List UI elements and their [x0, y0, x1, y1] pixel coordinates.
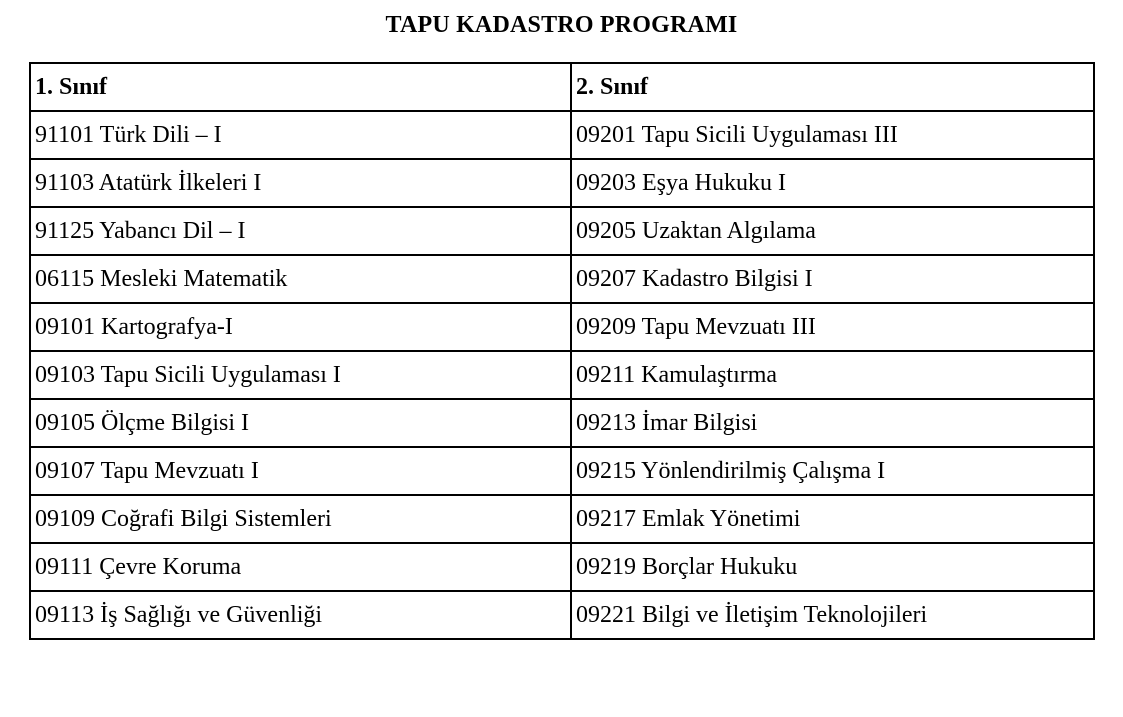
course-cell-first-year: 09103 Tapu Sicili Uygulaması I: [30, 351, 571, 399]
table-row: [30, 495, 1094, 543]
course-cell-first-year: 91101 Türk Dili – I: [30, 111, 571, 159]
course-cell-second-year: 09215 Yönlendirilmiş Çalışma I: [571, 447, 1094, 495]
course-cell-second-year: 09211 Kamulaştırma: [571, 351, 1094, 399]
table-header-row: [30, 63, 1094, 111]
table-row: [30, 351, 1094, 399]
course-cell-first-year: 91125 Yabancı Dil – I: [30, 207, 571, 255]
course-cell-first-year: 06115 Mesleki Matematik: [30, 255, 571, 303]
table-row: [30, 447, 1094, 495]
course-cell-second-year: 09213 İmar Bilgisi: [571, 399, 1094, 447]
course-cell-first-year: 09109 Coğrafi Bilgi Sistemleri: [30, 495, 571, 543]
course-cell-first-year: 09105 Ölçme Bilgisi I: [30, 399, 571, 447]
course-table: [29, 62, 1095, 640]
course-cell-first-year: 09101 Kartografya-I: [30, 303, 571, 351]
table-row: [30, 303, 1094, 351]
table-row: [30, 111, 1094, 159]
table-row: [30, 543, 1094, 591]
table-row: [30, 591, 1094, 639]
course-cell-second-year: 09207 Kadastro Bilgisi I: [571, 255, 1094, 303]
column-header-second-year: 2. Sınıf: [571, 63, 1094, 111]
course-cell-first-year: 09111 Çevre Koruma: [30, 543, 571, 591]
column-header-first-year: 1. Sınıf: [30, 63, 571, 111]
table-row: [30, 255, 1094, 303]
course-cell-first-year: 09113 İş Sağlığı ve Güvenliği: [30, 591, 571, 639]
table-row: [30, 159, 1094, 207]
course-cell-second-year: 09209 Tapu Mevzuatı III: [571, 303, 1094, 351]
course-cell-second-year: 09203 Eşya Hukuku I: [571, 159, 1094, 207]
course-cell-second-year: 09201 Tapu Sicili Uygulaması III: [571, 111, 1094, 159]
course-cell-second-year: 09217 Emlak Yönetimi: [571, 495, 1094, 543]
course-cell-second-year: 09205 Uzaktan Algılama: [571, 207, 1094, 255]
document-title: TAPU KADASTRO PROGRAMI: [385, 12, 738, 38]
table-row: [30, 399, 1094, 447]
course-cell-first-year: 91103 Atatürk İlkeleri I: [30, 159, 571, 207]
table-row: [30, 207, 1094, 255]
course-cell-second-year: 09221 Bilgi ve İletişim Teknolojileri: [571, 591, 1094, 639]
course-cell-second-year: 09219 Borçlar Hukuku: [571, 543, 1094, 591]
course-cell-first-year: 09107 Tapu Mevzuatı I: [30, 447, 571, 495]
